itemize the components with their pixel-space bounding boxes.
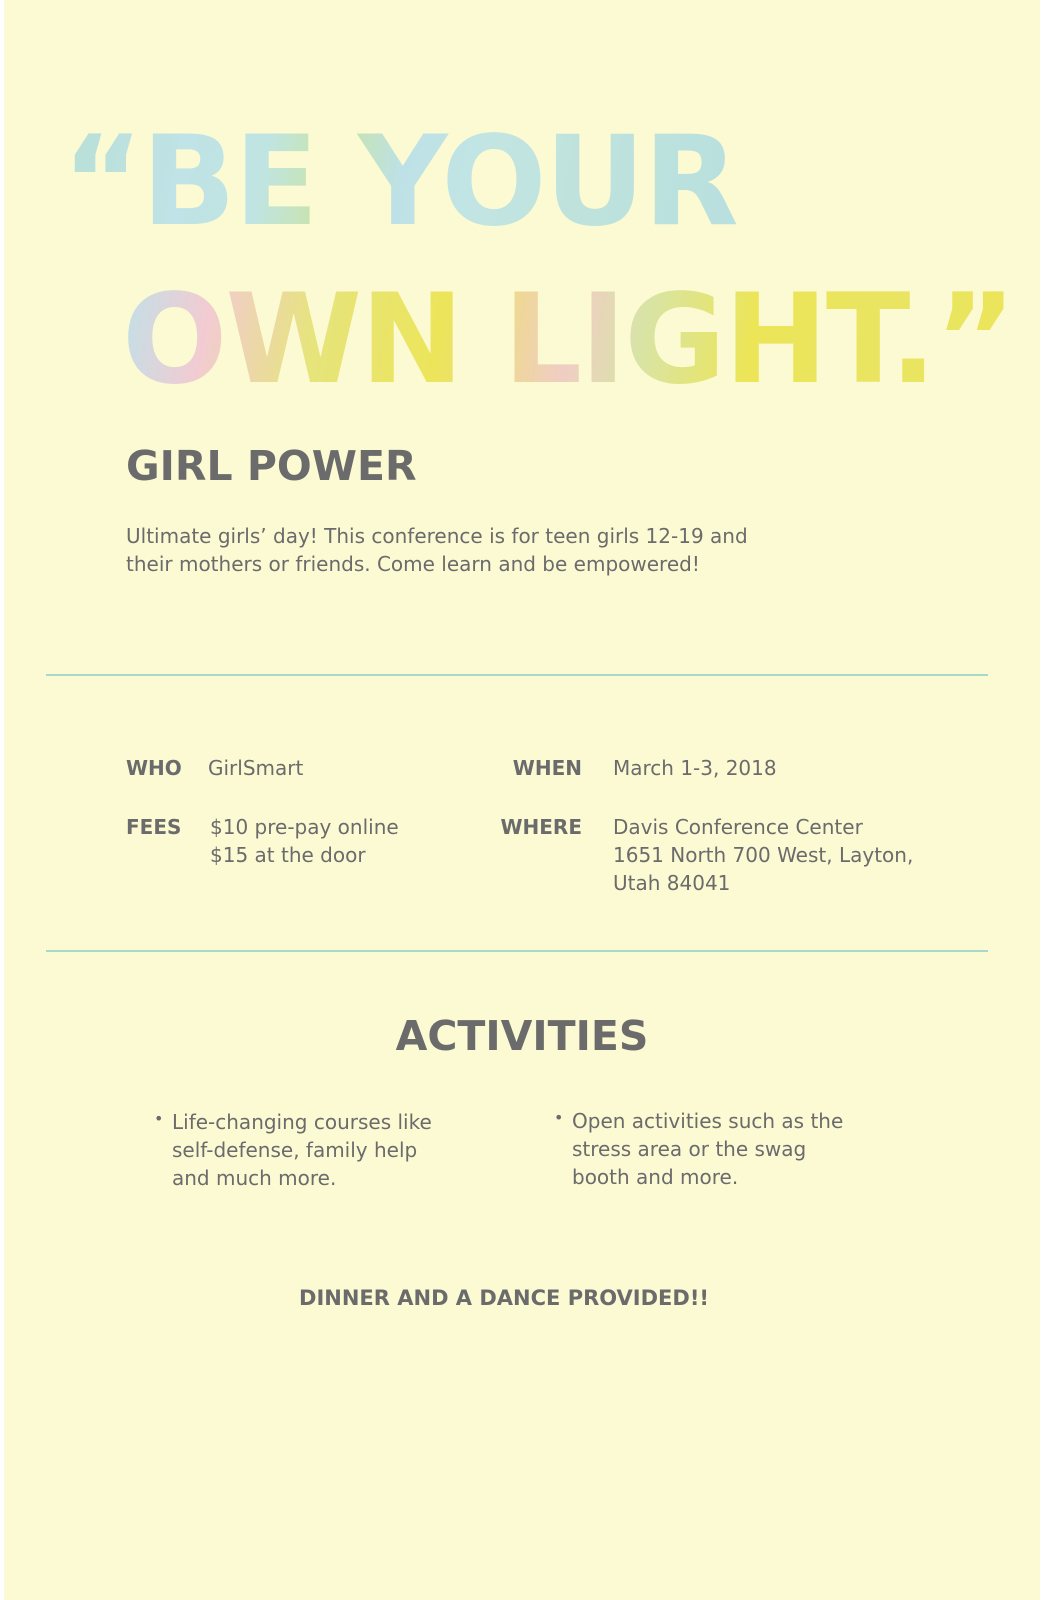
fees-value — [210, 813, 399, 869]
where-line: Davis Conference Center — [613, 815, 863, 839]
bullet-icon: • — [554, 1108, 564, 1127]
event-title: GIRL POWER — [126, 442, 417, 490]
where-line: 1651 North 700 West, Layton, — [613, 843, 914, 867]
activity-line: and much more. — [172, 1166, 337, 1190]
who-value: GirlSmart — [208, 756, 304, 780]
activity-line: stress area or the swag — [572, 1137, 807, 1161]
fees-line: $15 at the door — [210, 843, 366, 867]
activity-line: Open activities such as the — [572, 1109, 844, 1133]
fees-line: $10 pre-pay online — [210, 815, 399, 839]
when-value: March 1-3, 2018 — [613, 756, 777, 780]
activity-line: Life-changing courses like — [172, 1110, 432, 1134]
dinner-dance-note: DINNER AND A DANCE PROVIDED!! — [299, 1286, 709, 1310]
event-description-line: Ultimate girls’ day! This conference is for teen girls 12-19 and — [126, 524, 748, 548]
activities-heading: ACTIVITIES — [395, 1012, 649, 1060]
fees-label: FEES — [126, 815, 182, 839]
where-value — [613, 813, 913, 897]
headline-quote-line-2: OWN LIGHT.” — [122, 268, 1015, 412]
who-label: WHO — [126, 756, 182, 780]
flyer-page — [4, 0, 1040, 1600]
bullet-icon: • — [154, 1109, 164, 1128]
when-label: WHEN — [512, 756, 582, 780]
activity-line: self-defense, family help — [172, 1138, 418, 1162]
headline-quote-line-1: “BE YOUR — [62, 110, 737, 254]
event-description — [126, 522, 866, 578]
activity-line: booth and more. — [572, 1165, 739, 1189]
activity-item — [554, 1107, 912, 1191]
top-divider — [46, 674, 988, 676]
where-line: Utah 84041 — [613, 871, 731, 895]
bottom-divider — [46, 950, 988, 952]
where-label: WHERE — [500, 815, 582, 839]
event-description-line: their mothers or friends. Come learn and be empowered! — [126, 552, 700, 576]
activity-item — [154, 1108, 502, 1192]
